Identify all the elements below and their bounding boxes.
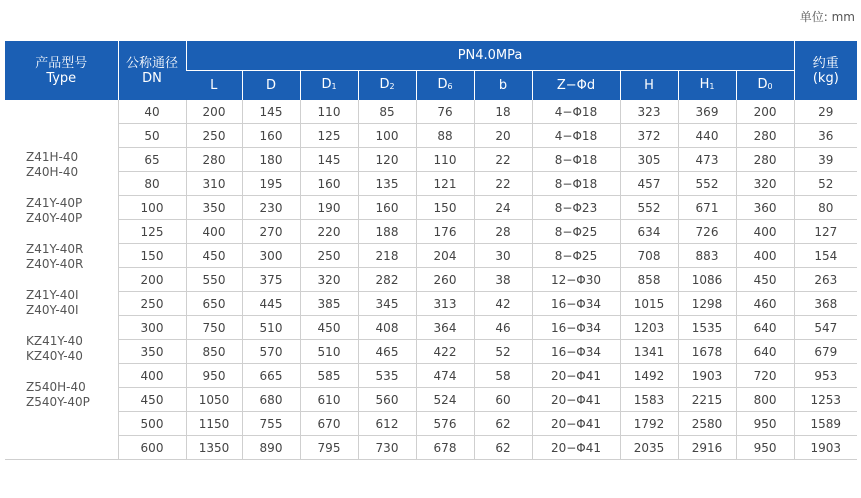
table-cell: 474 [416, 364, 474, 388]
table-cell: 364 [416, 316, 474, 340]
header-dim-9 [736, 71, 794, 101]
table-cell: 16−Φ34 [532, 316, 620, 340]
table-cell: 680 [242, 388, 300, 412]
table-cell: 1678 [678, 340, 736, 364]
unit-label: 单位: mm [799, 10, 855, 24]
table-cell: 1341 [620, 340, 678, 364]
table-cell: 535 [358, 364, 416, 388]
table-cell: 12−Φ30 [532, 268, 620, 292]
table-cell: 305 [620, 148, 678, 172]
table-cell: 218 [358, 244, 416, 268]
table-cell: 121 [416, 172, 474, 196]
table-cell: 154 [794, 244, 857, 268]
table-cell: 640 [736, 316, 794, 340]
table-cell: 200 [118, 268, 186, 292]
table-cell: 4−Φ18 [532, 124, 620, 148]
table-cell: 60 [474, 388, 532, 412]
table-cell: 22 [474, 172, 532, 196]
table-cell: 4−Φ18 [532, 100, 620, 124]
table-cell: 400 [118, 364, 186, 388]
table-cell: 473 [678, 148, 736, 172]
model-name: Z40Y-40P [26, 210, 83, 225]
table-cell: 88 [416, 124, 474, 148]
table-cell: 42 [474, 292, 532, 316]
table-cell: 665 [242, 364, 300, 388]
table-cell: 510 [300, 340, 358, 364]
table-cell: 188 [358, 220, 416, 244]
table-cell: 180 [242, 148, 300, 172]
table-cell: 750 [186, 316, 242, 340]
model-name: Z41H-40 [26, 149, 79, 164]
table-cell: 320 [300, 268, 358, 292]
table-cell: 450 [118, 388, 186, 412]
header-dim-1 [242, 71, 300, 101]
header-dim-base: H [699, 77, 710, 92]
header-dim-base: Z−Φd [556, 78, 596, 93]
table-cell: 547 [794, 316, 857, 340]
header-dim-7 [620, 71, 678, 101]
table-cell: 1015 [620, 292, 678, 316]
table-cell: 890 [242, 436, 300, 460]
table-cell: 1792 [620, 412, 678, 436]
header-dim-base: D [379, 77, 390, 92]
table-cell: 125 [118, 220, 186, 244]
table-cell: 110 [416, 148, 474, 172]
table-cell: 612 [358, 412, 416, 436]
table-cell: 1535 [678, 316, 736, 340]
table-cell: 250 [118, 292, 186, 316]
table-cell: 20−Φ41 [532, 412, 620, 436]
header-dim-5 [474, 71, 532, 101]
table-cell: 510 [242, 316, 300, 340]
table-cell: 800 [736, 388, 794, 412]
table-cell: 2035 [620, 436, 678, 460]
table-cell: 280 [736, 148, 794, 172]
table-row [5, 364, 857, 388]
table-cell: 76 [416, 100, 474, 124]
table-cell: 650 [186, 292, 242, 316]
header-dim-8 [678, 71, 736, 101]
table-cell: 375 [242, 268, 300, 292]
model-name: KZ41Y-40 [26, 333, 83, 348]
table-row [5, 172, 857, 196]
table-cell: 1583 [620, 388, 678, 412]
table-cell: 52 [794, 172, 857, 196]
table-cell: 550 [186, 268, 242, 292]
table-cell: 450 [736, 268, 794, 292]
header-dn-en: DN [142, 70, 162, 86]
table-cell: 2916 [678, 436, 736, 460]
table-cell: 58 [474, 364, 532, 388]
table-cell: 20−Φ41 [532, 364, 620, 388]
header-dn-cn: 公称通径 [125, 55, 178, 71]
table-cell: 1589 [794, 412, 857, 436]
table-cell: 640 [736, 340, 794, 364]
table-cell: 120 [358, 148, 416, 172]
table-cell: 39 [794, 148, 857, 172]
table-cell: 263 [794, 268, 857, 292]
table-row [5, 196, 857, 220]
table-cell: 176 [416, 220, 474, 244]
table-cell: 369 [678, 100, 736, 124]
table-cell: 1086 [678, 268, 736, 292]
table-cell: 160 [242, 124, 300, 148]
table-cell: 145 [242, 100, 300, 124]
model-name: Z41Y-40R [26, 241, 84, 256]
table-cell: 125 [300, 124, 358, 148]
table-cell: 450 [300, 316, 358, 340]
table-cell: 720 [736, 364, 794, 388]
table-row [5, 148, 857, 172]
table-cell: 8−Φ25 [532, 220, 620, 244]
model-name: Z41Y-40I [26, 287, 79, 302]
header-dim-3 [358, 71, 416, 101]
table-cell: 280 [186, 148, 242, 172]
table-cell: 345 [358, 292, 416, 316]
table-cell: 570 [242, 340, 300, 364]
table-cell: 38 [474, 268, 532, 292]
header-model [5, 41, 118, 100]
model-name: Z40Y-40I [26, 302, 79, 317]
model-group-gap [26, 272, 118, 288]
table-cell: 400 [736, 244, 794, 268]
table-cell: 85 [358, 100, 416, 124]
table-cell: 260 [416, 268, 474, 292]
table-cell: 445 [242, 292, 300, 316]
table-cell: 552 [678, 172, 736, 196]
table-cell: 440 [678, 124, 736, 148]
table-cell: 100 [358, 124, 416, 148]
header-dim-4 [416, 71, 474, 101]
table-cell: 8−Φ23 [532, 196, 620, 220]
table-cell: 576 [416, 412, 474, 436]
table-cell: 755 [242, 412, 300, 436]
model-group-gap [26, 318, 118, 334]
header-dim-base: D [265, 78, 276, 93]
header-dim-6 [532, 71, 620, 101]
table-cell: 20−Φ41 [532, 436, 620, 460]
table-row [5, 340, 857, 364]
table-cell: 250 [300, 244, 358, 268]
table-cell: 313 [416, 292, 474, 316]
table-cell: 883 [678, 244, 736, 268]
table-cell: 524 [416, 388, 474, 412]
header-dim-subscript: 6 [447, 82, 453, 91]
table-cell: 400 [186, 220, 242, 244]
header-dn [118, 41, 186, 100]
table-row [5, 268, 857, 292]
table-cell: 270 [242, 220, 300, 244]
table-cell: 24 [474, 196, 532, 220]
table-cell: 160 [300, 172, 358, 196]
table-cell: 18 [474, 100, 532, 124]
table-cell: 450 [186, 244, 242, 268]
table-row [5, 436, 857, 460]
table-cell: 100 [118, 196, 186, 220]
table-cell: 1903 [678, 364, 736, 388]
table-cell: 46 [474, 316, 532, 340]
table-cell: 610 [300, 388, 358, 412]
table-cell: 190 [300, 196, 358, 220]
table-cell: 200 [186, 100, 242, 124]
table-cell: 127 [794, 220, 857, 244]
table-cell: 282 [358, 268, 416, 292]
table-cell: 634 [620, 220, 678, 244]
table-cell: 465 [358, 340, 416, 364]
table-cell: 8−Φ18 [532, 172, 620, 196]
table-cell: 671 [678, 196, 736, 220]
header-dim-0 [186, 71, 242, 101]
table-row [5, 316, 857, 340]
table-cell: 52 [474, 340, 532, 364]
table-cell: 160 [358, 196, 416, 220]
table-cell: 560 [358, 388, 416, 412]
header-weight-en: (kg) [812, 70, 839, 86]
table-cell: 1350 [186, 436, 242, 460]
table-cell: 22 [474, 148, 532, 172]
table-cell: 280 [736, 124, 794, 148]
model-name: Z540Y-40P [26, 394, 90, 409]
table-cell: 350 [118, 340, 186, 364]
table-cell: 220 [300, 220, 358, 244]
table-cell: 20−Φ41 [532, 388, 620, 412]
table-cell: 372 [620, 124, 678, 148]
table-row [5, 388, 857, 412]
table-cell: 16−Φ34 [532, 340, 620, 364]
header-model-cn: 产品型号 [35, 55, 88, 71]
model-name: KZ40Y-40 [26, 348, 83, 363]
table-cell: 65 [118, 148, 186, 172]
table-cell: 323 [620, 100, 678, 124]
model-list-cell [5, 100, 118, 460]
table-cell: 1050 [186, 388, 242, 412]
table-cell: 600 [118, 436, 186, 460]
header-dim-base: H [644, 78, 654, 93]
table-cell: 320 [736, 172, 794, 196]
table-cell: 585 [300, 364, 358, 388]
table-cell: 1903 [794, 436, 857, 460]
table-cell: 30 [474, 244, 532, 268]
header-dim-base: b [498, 78, 508, 93]
header-dim-subscript: 1 [331, 82, 337, 91]
model-group-gap [26, 180, 118, 196]
table-cell: 950 [736, 412, 794, 436]
header-dim-subscript: 0 [767, 82, 773, 91]
table-cell: 310 [186, 172, 242, 196]
header-dim-base: D [321, 77, 332, 92]
model-group-gap [26, 364, 118, 380]
table-cell: 1298 [678, 292, 736, 316]
model-name: Z40H-40 [26, 164, 79, 179]
table-cell: 62 [474, 436, 532, 460]
table-cell: 300 [242, 244, 300, 268]
table-cell: 1253 [794, 388, 857, 412]
model-name: Z40Y-40R [26, 256, 84, 271]
table-cell: 708 [620, 244, 678, 268]
table-cell: 230 [242, 196, 300, 220]
table-cell: 730 [358, 436, 416, 460]
header-dim-base: D [757, 77, 768, 92]
table-cell: 552 [620, 196, 678, 220]
table-cell: 2580 [678, 412, 736, 436]
table-cell: 858 [620, 268, 678, 292]
table-cell: 953 [794, 364, 857, 388]
model-group-gap [26, 226, 118, 242]
table-cell: 950 [186, 364, 242, 388]
header-dim-subscript: 1 [709, 82, 715, 91]
table-cell: 726 [678, 220, 736, 244]
table-cell: 110 [300, 100, 358, 124]
table-row [5, 292, 857, 316]
valve-spec-table [5, 41, 857, 460]
table-cell: 457 [620, 172, 678, 196]
table-row [5, 220, 857, 244]
table-cell: 360 [736, 196, 794, 220]
table-cell: 385 [300, 292, 358, 316]
table-cell: 500 [118, 412, 186, 436]
table-cell: 2215 [678, 388, 736, 412]
table-cell: 8−Φ18 [532, 148, 620, 172]
table-cell: 408 [358, 316, 416, 340]
table-cell: 400 [736, 220, 794, 244]
header-dim-2 [300, 71, 358, 101]
table-cell: 679 [794, 340, 857, 364]
table-cell: 16−Φ34 [532, 292, 620, 316]
table-row [5, 100, 857, 124]
table-cell: 204 [416, 244, 474, 268]
table-cell: 145 [300, 148, 358, 172]
table-row [5, 124, 857, 148]
header-dim-base: D [437, 77, 448, 92]
header-model-en: Type [46, 70, 77, 86]
table-cell: 200 [736, 100, 794, 124]
table-cell: 20 [474, 124, 532, 148]
header-pressure: PN4.0MPa [186, 41, 794, 71]
table-cell: 80 [118, 172, 186, 196]
table-cell: 795 [300, 436, 358, 460]
table-cell: 950 [736, 436, 794, 460]
table-row [5, 244, 857, 268]
table-cell: 62 [474, 412, 532, 436]
table-cell: 350 [186, 196, 242, 220]
table-cell: 300 [118, 316, 186, 340]
header-dim-base: L [210, 78, 218, 93]
table-cell: 80 [794, 196, 857, 220]
table-cell: 460 [736, 292, 794, 316]
header-weight-cn: 约重 [812, 55, 839, 71]
table-cell: 368 [794, 292, 857, 316]
table-cell: 40 [118, 100, 186, 124]
table-cell: 1492 [620, 364, 678, 388]
header-weight [794, 41, 857, 100]
table-cell: 150 [416, 196, 474, 220]
model-name: Z540H-40 [26, 379, 86, 394]
table-cell: 195 [242, 172, 300, 196]
header-dim-subscript: 2 [389, 82, 395, 91]
table-cell: 29 [794, 100, 857, 124]
table-row [5, 412, 857, 436]
table-cell: 8−Φ25 [532, 244, 620, 268]
table-cell: 850 [186, 340, 242, 364]
table-cell: 36 [794, 124, 857, 148]
table-cell: 678 [416, 436, 474, 460]
model-name: Z41Y-40P [26, 195, 83, 210]
table-cell: 1150 [186, 412, 242, 436]
table-cell: 135 [358, 172, 416, 196]
table-cell: 150 [118, 244, 186, 268]
table-cell: 422 [416, 340, 474, 364]
table-cell: 1203 [620, 316, 678, 340]
table-cell: 670 [300, 412, 358, 436]
table-cell: 50 [118, 124, 186, 148]
table-cell: 250 [186, 124, 242, 148]
table-cell: 28 [474, 220, 532, 244]
